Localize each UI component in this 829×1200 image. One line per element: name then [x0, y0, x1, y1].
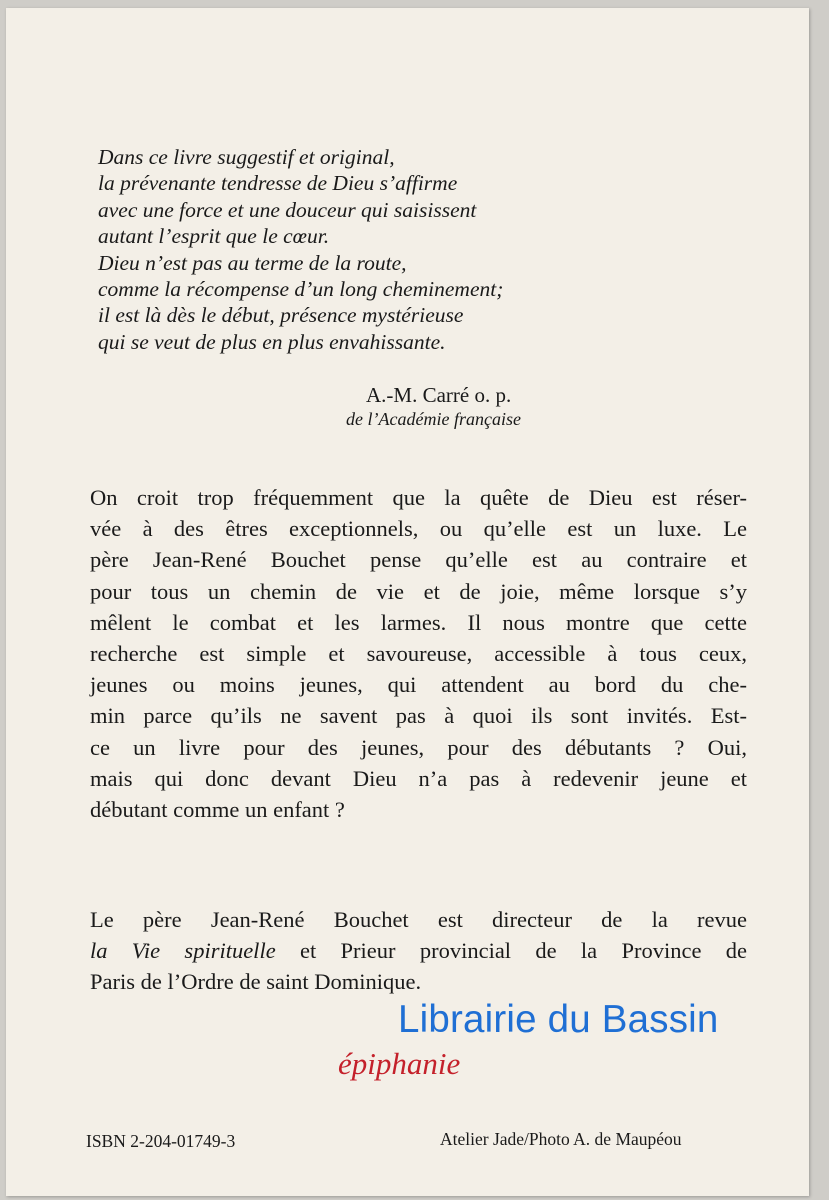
author-note-line: Le père Jean-René Bouchet est directeur de la revue — [90, 907, 747, 932]
bookseller-watermark: Librairie du Bassin — [398, 998, 719, 1041]
quote-line: comme la récompense d’un long cheminement; — [98, 277, 504, 302]
summary-line: min parce qu’ils ne savent pas à quoi ils sont invités. Est- — [90, 703, 747, 729]
quote-block — [98, 144, 618, 355]
summary-line: ce un livre pour des jeunes, pour des débutants ? Oui, — [90, 734, 747, 760]
quote-line: avec une force et une douceur qui saisissent — [98, 197, 477, 222]
summary-line: débutant comme un enfant ? — [90, 797, 345, 823]
quote-attribution-name: A.-M. Carré o. p. — [366, 383, 512, 407]
quote-attribution-affiliation: de l’Académie française — [346, 409, 521, 429]
quote-line: il est là dès le début, présence mystérieuse — [98, 303, 464, 328]
summary-line: mêlent le combat et les larmes. Il nous montre que cette — [90, 609, 747, 635]
author-note-text: et Prieur provincial de la Province de — [275, 938, 747, 963]
summary-line: vée à des êtres exceptionnels, ou qu’elle est un luxe. Le — [90, 516, 747, 542]
summary-line: pour tous un chemin de vie et de joie, même lorsque s’y — [90, 578, 747, 604]
summary-line: jeunes ou moins jeunes, qui attendent au bord du che- — [90, 672, 747, 698]
summary-line: mais qui donc devant Dieu n’a pas à redevenir jeune et — [90, 765, 747, 791]
journal-title: la Vie spirituelle — [90, 938, 276, 963]
quote-line: Dans ce livre suggestif et original, — [98, 145, 395, 169]
author-note — [90, 904, 747, 997]
author-note-line: Paris de l’Ordre de saint Dominique. — [90, 969, 422, 994]
isbn-number: ISBN 2-204-01749-3 — [86, 1131, 236, 1151]
author-note-line — [90, 935, 747, 966]
photo-credit: Atelier Jade/Photo A. de Maupéou — [440, 1129, 682, 1149]
summary-line: On croit trop fréquemment que la quête de Dieu est réser- — [90, 485, 747, 510]
quote-line: qui se veut de plus en plus envahissante. — [98, 329, 446, 354]
quote-line: autant l’esprit que le cœur. — [98, 224, 330, 249]
publisher-logo: épiphanie — [338, 1046, 461, 1081]
quote-line: la prévenante tendresse de Dieu s’affirme — [98, 171, 458, 196]
summary-line: père Jean-René Bouchet pense qu’elle est au contraire et — [90, 547, 747, 573]
quote-line: Dieu n’est pas au terme de la route, — [98, 250, 407, 275]
summary-line: recherche est simple et savoureuse, accessible à tous ceux, — [90, 641, 747, 667]
summary-paragraph — [90, 482, 747, 825]
